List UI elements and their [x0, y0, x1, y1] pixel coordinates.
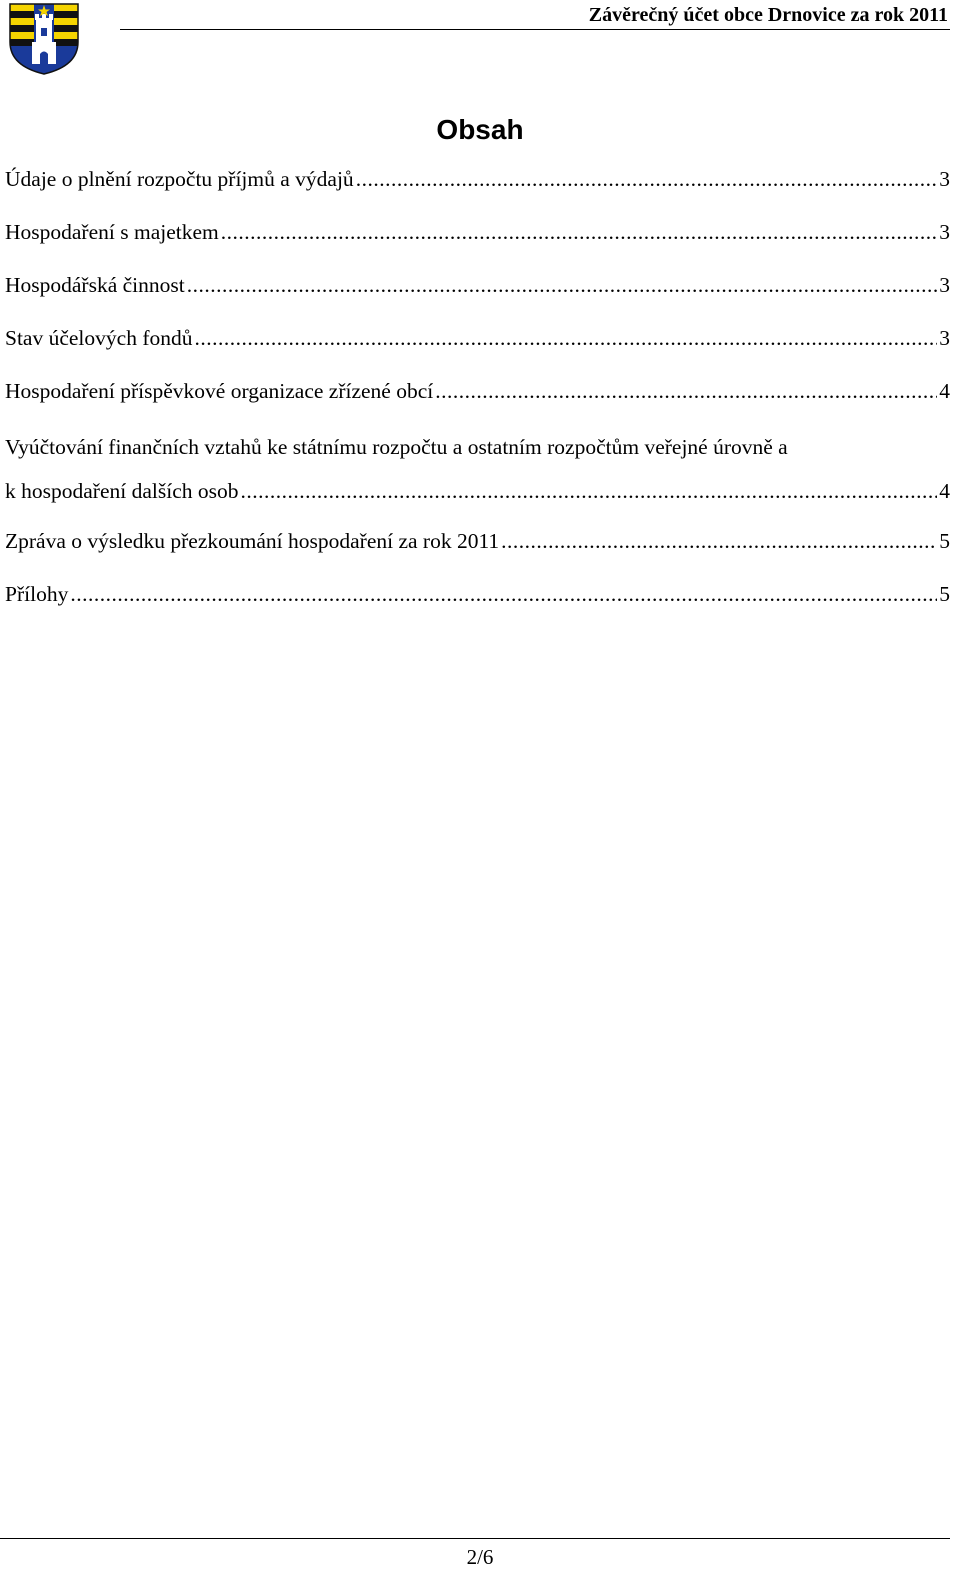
toc-dot-leader [195, 319, 938, 357]
toc-dot-leader [501, 522, 937, 560]
header-divider [120, 29, 950, 30]
toc-entry[interactable] [5, 575, 950, 628]
toc-entry-label: Přílohy [5, 582, 69, 606]
toc-entry[interactable] [5, 319, 950, 372]
page-indicator: 2/6 [466, 1545, 494, 1569]
document-header-title: Závěrečný účet obce Drnovice za rok 2011 [588, 4, 948, 26]
toc-dot-leader [221, 213, 937, 251]
toc-entry-page: 3 [939, 326, 950, 350]
toc-entry-label: Hospodaření s majetkem [5, 220, 219, 244]
toc-entry-label: Hospodaření příspěvkové organizace zřízené obcí [5, 379, 434, 403]
toc-dot-leader [70, 575, 937, 613]
toc-entry-label-line1: Vyúčtování finančních vztahů ke státnímu rozpočtu a ostatním rozpočtům veřejné úrovně a [5, 435, 788, 459]
toc-entry[interactable] [5, 522, 950, 575]
toc-entry-label-line2: k hospodaření dalších osob [5, 479, 239, 503]
toc-entry-page: 3 [939, 220, 950, 244]
toc-entry-page: 5 [939, 582, 950, 606]
toc-entry[interactable] [5, 425, 950, 522]
footer-divider [0, 1538, 950, 1539]
toc-entry-page: 4 [939, 379, 950, 403]
coat-of-arms-logo [8, 2, 80, 76]
toc-entry-page: 3 [939, 167, 950, 191]
toc-entry[interactable] [5, 213, 950, 266]
toc-dot-leader [435, 372, 937, 410]
toc-entry[interactable] [5, 160, 950, 213]
toc-entry-label: Hospodářská činnost [5, 273, 185, 297]
toc-dot-leader [187, 266, 938, 304]
toc-entry-label: Údaje o plnění rozpočtu příjmů a výdajů [5, 167, 354, 191]
toc-dot-leader [240, 469, 937, 513]
toc-entry-label: Stav účelových fondů [5, 326, 193, 350]
toc-entry-page: 3 [939, 273, 950, 297]
toc-entry-page: 4 [939, 479, 950, 503]
toc-entry[interactable] [5, 266, 950, 319]
toc-entry-page: 5 [939, 529, 950, 553]
toc-entry[interactable] [5, 372, 950, 425]
toc-dot-leader [356, 160, 938, 198]
toc-title: Obsah [436, 114, 524, 145]
table-of-contents [5, 160, 950, 628]
toc-entry-label: Zpráva o výsledku přezkoumání hospodaření za rok 2011 [5, 529, 500, 553]
